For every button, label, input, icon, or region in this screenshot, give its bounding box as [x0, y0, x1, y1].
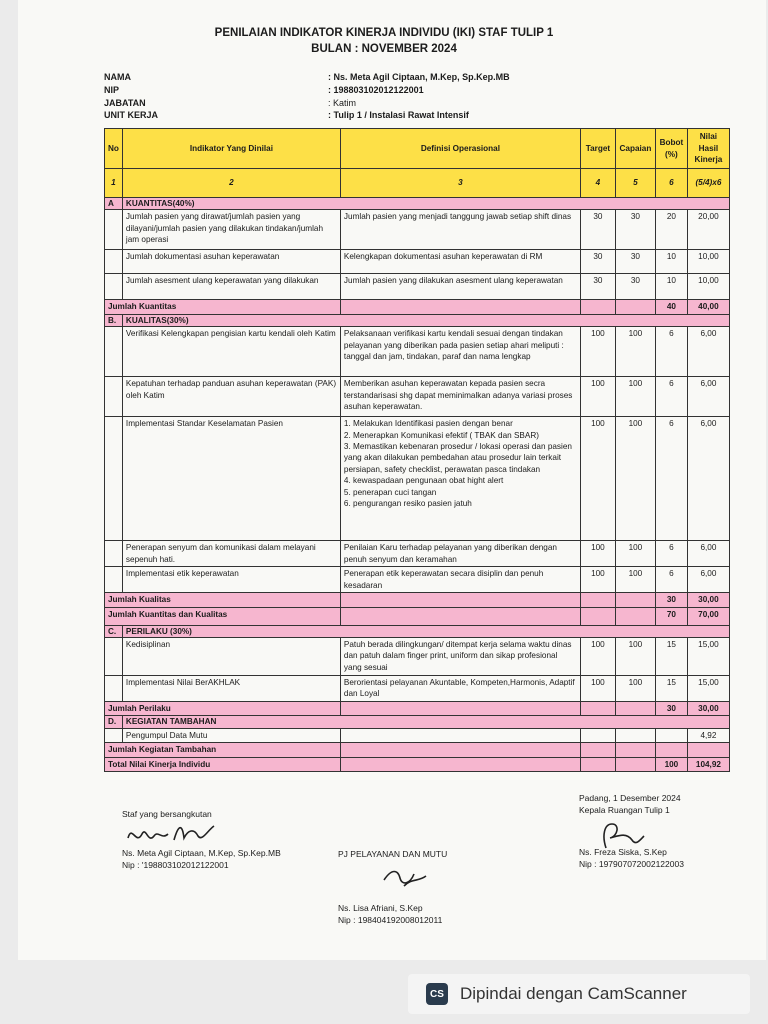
- karu-name: Ns. Freza Siska, S.Kep: [579, 847, 667, 857]
- table-row: Implementasi etik keperawatan Penerapan etik keperawatan secara disiplin dan penuh kesadaran 100 100 6 6,00: [105, 567, 730, 593]
- table-row: Penerapan senyum dan komunikasi dalam melayani sepenuh hati. Penilaian Karu terhadap pelayanan yang diberikan dengan penuh senyum dan keramahan 100 100 6 6,00: [105, 541, 730, 567]
- table-row: Implementasi Nilai BerAKHLAK Berorientasi pelayanan Akuntable, Kompeten,Harmonis, Adaptif dan Loyal 100 100 15 15,00: [105, 676, 730, 702]
- subtotal-row-tambahan: Jumlah Kegiatan Tambahan: [105, 743, 730, 757]
- section-row-tambahan: D. KEGIATAN TAMBAHAN: [105, 716, 730, 728]
- table-row: Kepatuhan terhadap panduan asuhan keperawatan (PAK) oleh Katim Memberikan asuhan keperawatan kepada pasien secra terstandarisasi shg dapat meminimalkan adanya variasi proses asuhan keperawatan. 100 100 6 6,00: [105, 377, 730, 417]
- header-bobot: Bobot (%): [655, 129, 687, 169]
- subtotal-row-kualitas: Jumlah Kualitas 30 30,00: [105, 593, 730, 607]
- info-row-unit: UNIT KERJA : Tulip 1 / Instalasi Rawat Intensif: [104, 110, 469, 121]
- staff-nip: Nip : '198803102012122001: [122, 860, 229, 870]
- table-header-row: [105, 129, 730, 169]
- header-capaian: Capaian: [615, 129, 655, 169]
- table-row: Kedisiplinan Patuh berada dilingkungan/ ditempat kerja selama waktu dinas dan patuh dalam finger print, uniform dan sikap profesional yang sesuai 100 100 15 15,00: [105, 638, 730, 676]
- section-row-kualitas: B. KUALITAS(30%): [105, 314, 730, 326]
- info-row-jabatan: JABATAN : Katim: [104, 97, 357, 108]
- header-definisi: Definisi Operasional: [340, 129, 580, 169]
- signature-karu: Padang, 1 Desember 2024 Kepala Ruangan Tulip 1 Ns. Freza Siska, S.Kep Nip : 197907072002122003: [579, 793, 684, 869]
- subtotal-row-kuantitas-kualitas: Jumlah Kuantitas dan Kualitas 70 70,00: [105, 607, 730, 625]
- table-row: Pengumpul Data Mutu 4,92: [105, 728, 730, 742]
- staff-signature-scrawl: [124, 816, 220, 852]
- header-indikator: Indikator Yang Dinilai: [122, 129, 340, 169]
- signature-pj: PJ PELAYANAN DAN MUTU Ns. Lisa Afriani, S.Kep Nip : 198404192008012011: [338, 849, 448, 925]
- camscanner-logo-icon: CS: [426, 983, 448, 1005]
- camscanner-text: Dipindai dengan CamScanner: [460, 984, 687, 1003]
- employee-info: [104, 71, 510, 122]
- table-row: Jumlah pasien yang dirawat/jumlah pasien yang dilayani/jumlah pasien yang dilakukan tindakan/jumlah jam operasi Jumlah pasien yang menjadi tanggung jawab setiap shift dinas 30 30 20 20,00: [105, 210, 730, 250]
- pj-nip: Nip : 198404192008012011: [338, 915, 443, 925]
- karu-nip: Nip : 197907072002122003: [579, 859, 684, 869]
- header-target: Target: [580, 129, 615, 169]
- subtotal-row-perilaku: Jumlah Perilaku 30 30,00: [105, 702, 730, 716]
- header-no: No: [105, 129, 123, 169]
- staff-name: Ns. Meta Agil Ciptaan, M.Kep, Sp.Kep.MB: [122, 848, 281, 858]
- subtotal-row-kuantitas: Jumlah Kuantitas 40 40,00: [105, 300, 730, 314]
- document-title: PENILAIAN INDIKATOR KINERJA INDIVIDU (IKI) STAF TULIP 1: [214, 27, 554, 39]
- table-row: Jumlah asesment ulang keperawatan yang dilakukan Jumlah pasien yang dilakukan asesment ulang keperawatan 30 30 10 10,00: [105, 274, 730, 300]
- camscanner-badge: [408, 974, 750, 1014]
- info-row-nama: NAMA : Ns. Meta Agil Ciptaan, M.Kep, Sp.Kep.MB: [104, 72, 510, 82]
- pj-name: Ns. Lisa Afriani, S.Kep: [338, 903, 423, 913]
- pj-signature-scrawl: [378, 862, 434, 892]
- table-row: Verifikasi Kelengkapan pengisian kartu kendali oleh Katim Pelaksanaan verifikasi kartu kendali sesuai dengan tindakan pelayanan yang diberikan pada pasien setiap ahari meliputi : tanggal dan jam, tindakan, paraf dan nama lengkap 100 100 6 6,00: [105, 327, 730, 377]
- assessment-table: [104, 128, 730, 772]
- karu-signature-scrawl: [592, 818, 652, 854]
- info-row-nip: NIP : 198803102012122001: [104, 84, 424, 95]
- signature-staff: Staf yang bersangkutan Ns. Meta Agil Ciptaan, M.Kep, Sp.Kep.MB Nip : '198803102012122001: [122, 809, 281, 870]
- table-number-row: 1 2 3 4 5 6 (5/4)x6: [105, 169, 730, 198]
- table-row: Jumlah dokumentasi asuhan keperawatan Kelengkapan dokumentasi asuhan keperawatan di RM 30 30 10 10,00: [105, 250, 730, 274]
- table-row: Implementasi Standar Keselamatan Pasien 1. Melakukan Identifikasi pasien dengan benar 2. Menerapkan Komunikasi efektif ( TBAK dan SBAR) 3. Memastikan kebenaran prosedur / lokasi operasi dan pasien yang akan dilakukan pembedahan atau prosedur lain terkait persiapan, safety checklist, perawatan pasca tindakan 4. kewaspadaan pengunaan obat hight alert 5. penerapan cuci tangan 6. pengurangan resiko pasien jatuh 100 100 6 6,00: [105, 417, 730, 541]
- section-row-perilaku: C. PERILAKU (30%): [105, 625, 730, 637]
- section-row-kuantitas: A KUANTITAS(40%): [105, 198, 730, 210]
- total-row: Total Nilai Kinerja Individu 100 104,92: [105, 757, 730, 771]
- document-subtitle: BULAN : NOVEMBER 2024: [311, 43, 457, 55]
- header-nilai: Nilai Hasil Kinerja: [687, 129, 729, 169]
